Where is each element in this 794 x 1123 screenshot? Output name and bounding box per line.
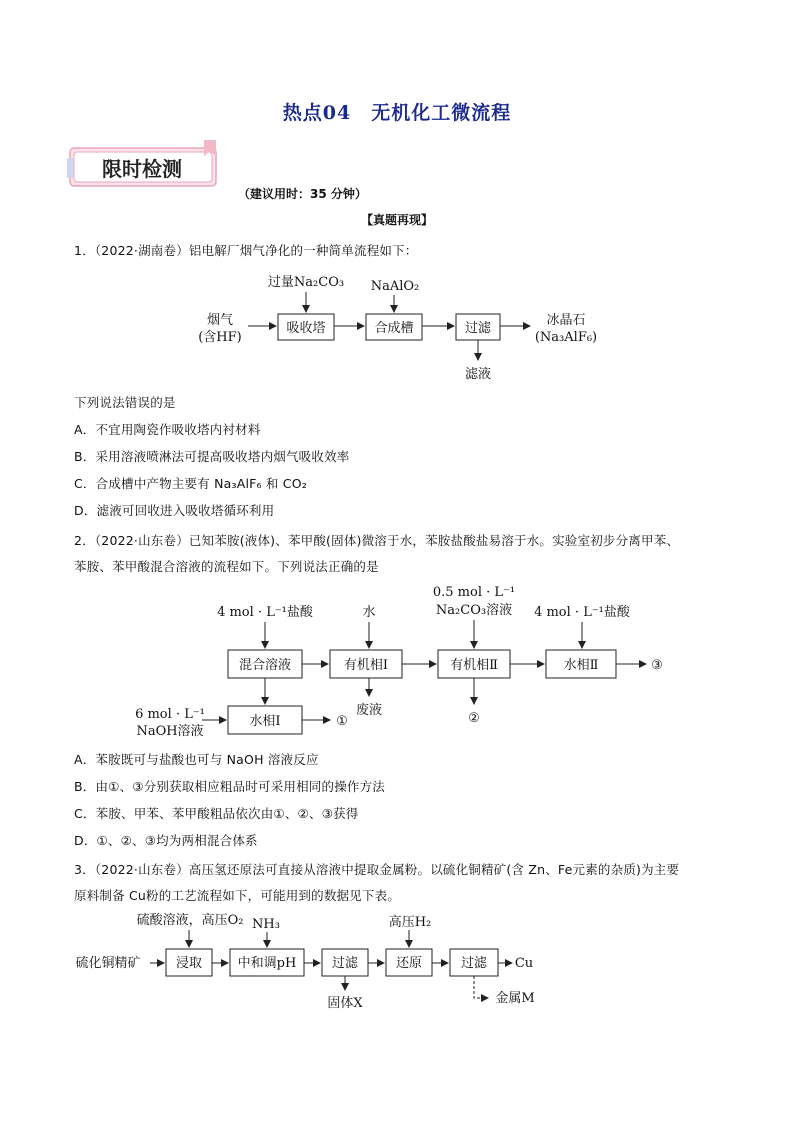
q1-option-a: A．不宜用陶瓷作吸收塔内衬材料 <box>74 422 261 437</box>
q3-box1-label: 浸取 <box>175 956 203 971</box>
page-title: 热点04 无机化工微流程 <box>282 102 512 124</box>
q1-input-naalo2: NaAlO₂ <box>370 279 420 294</box>
q2-stem-line2: 苯胺、苯甲酸混合溶液的流程如下。下列说法正确的是 <box>74 559 379 574</box>
q1-byproduct: 滤液 <box>464 367 492 382</box>
q2-box2-label: 有机相Ⅰ <box>343 658 389 673</box>
q2-output-3: ③ <box>651 658 663 673</box>
q1-prompt: 下列说法错误的是 <box>74 395 176 410</box>
q2-stem-line1: 2．（2022·山东卷）已知苯胺(液体)、苯甲酸(固体)微溶于水，苯胺盐酸盐易溶于水。实验室初步分离甲苯、 <box>74 533 680 548</box>
q1-flowchart <box>190 268 620 384</box>
q2-reagent-water: 水 <box>362 605 376 620</box>
badge-limited-test <box>66 138 226 192</box>
q2-option-a: A．苯胺既可与盐酸也可与 NaOH 溶液反应 <box>74 752 319 767</box>
q1-input-na2co3: 过量Na₂CO₃ <box>267 275 345 290</box>
q2-reagent-naoh-line2: NaOH溶液 <box>136 724 204 739</box>
q1-box1-label: 吸收塔 <box>286 321 326 336</box>
q2-box5-label: 水相Ⅰ <box>249 714 281 729</box>
q1-box2-label: 合成槽 <box>374 321 414 336</box>
q1-option-c: C．合成槽中产物主要有 Na₃AlF₆ 和 CO₂ <box>74 476 307 491</box>
q3-reagent-h2: 高压H₂ <box>388 915 432 930</box>
q2-reagent-hcl-2: 4 mol · L⁻¹盐酸 <box>534 605 630 620</box>
q2-waste: 废液 <box>355 703 383 718</box>
q2-option-d: D．①、②、③均为两相混合体系 <box>74 833 258 848</box>
q2-option-b: B．由①、③分别获取相应粗品时可采用相同的操作方法 <box>74 779 385 794</box>
q1-option-b: B．采用溶液喷淋法可提高吸收塔内烟气吸收效率 <box>74 449 350 464</box>
q1-source-line2: (含HF) <box>198 330 242 345</box>
q3-metal-m: 金属M <box>495 991 535 1006</box>
section-heading: 【真题再现】 <box>360 213 433 227</box>
q2-reagent-naoh-line1: 6 mol · L⁻¹ <box>135 707 205 722</box>
q2-output-2: ② <box>468 711 480 726</box>
q2-reagent-na2co3-line1: 0.5 mol · L⁻¹ <box>432 585 516 600</box>
q1-stem: 1．（2022·湖南卷）铝电解厂烟气净化的一种简单流程如下： <box>74 243 418 258</box>
q3-reagent-acid-o2: 硫酸溶液，高压O₂ <box>136 913 244 928</box>
q1-box3-label: 过滤 <box>464 321 492 336</box>
q1-product-line1: 冰晶石 <box>546 313 586 328</box>
q3-box5-label: 过滤 <box>460 956 488 971</box>
q2-box3-label: 有机相Ⅱ <box>450 658 498 673</box>
badge-label: 限时检测 <box>102 157 182 181</box>
q3-box4-label: 还原 <box>395 956 423 971</box>
q2-reagent-hcl-1: 4 mol · L⁻¹盐酸 <box>217 605 313 620</box>
q3-product-cu: Cu <box>514 956 534 971</box>
q3-flowchart <box>70 908 550 1016</box>
q3-stem-line2: 原料制备 Cu粉的工艺流程如下，可能用到的数据见下表。 <box>74 888 401 903</box>
q1-product-line2: (Na₃AlF₆) <box>534 330 598 345</box>
time-note: （建议用时：35 分钟） <box>238 187 367 201</box>
q2-box4-label: 水相Ⅱ <box>563 658 599 673</box>
q2-flowchart <box>120 580 680 745</box>
q1-source-line1: 烟气 <box>206 313 234 328</box>
q3-stem-line1: 3．（2022·山东卷）高压氢还原法可直接从溶液中提取金属粉。以硫化铜精矿(含 Zn、Fe元素的杂质)为主要 <box>74 862 680 877</box>
q2-reagent-na2co3-line2: Na₂CO₃溶液 <box>435 603 513 618</box>
q3-solid-x: 固体X <box>327 996 363 1011</box>
q3-box3-label: 过滤 <box>331 956 359 971</box>
q2-option-c: C．苯胺、甲苯、苯甲酸粗品依次由①、②、③获得 <box>74 806 359 821</box>
q2-output-1: ① <box>336 714 348 729</box>
q3-box2-label: 中和调pH <box>237 956 297 971</box>
q3-reagent-nh3: NH₃ <box>252 917 280 932</box>
q3-source: 硫化铜精矿 <box>75 956 141 971</box>
q2-box1-label: 混合溶液 <box>238 658 292 673</box>
q1-option-d: D．滤液可回收进入吸收塔循环利用 <box>74 503 275 518</box>
